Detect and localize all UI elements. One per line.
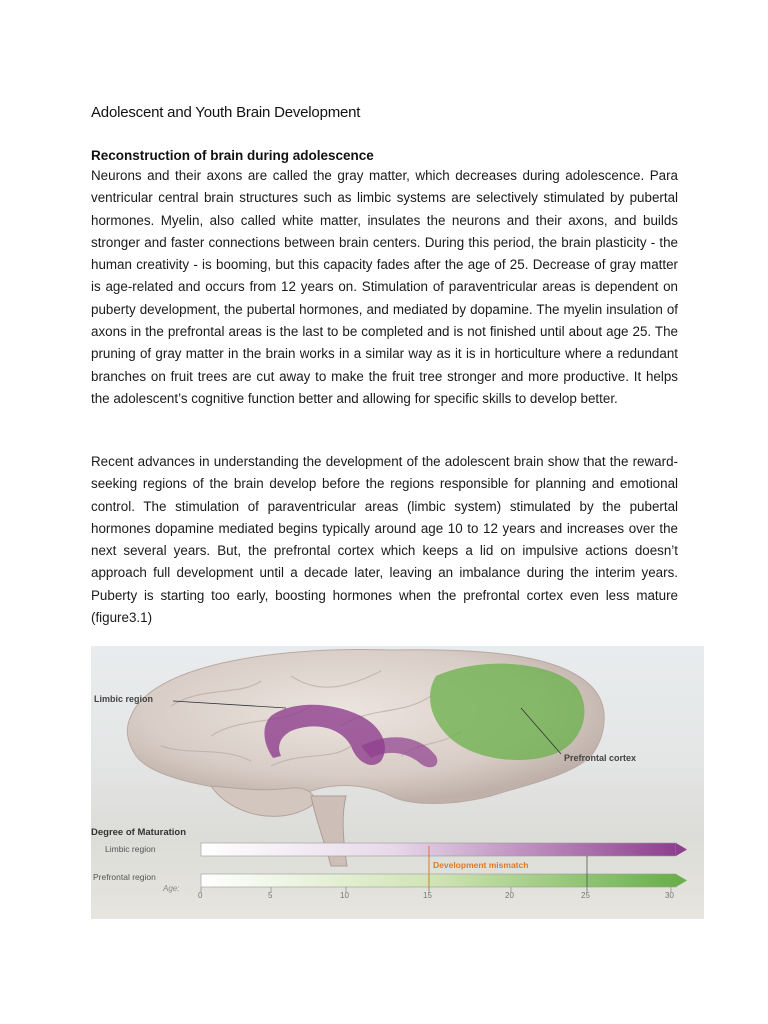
age-tick-label: 5 [268,891,273,900]
limbic-maturation-bar [201,843,676,856]
brain-illustration [91,646,704,919]
age-tick-label: 10 [340,891,349,900]
paragraph-1: Neurons and their axons are called the gray matter, which decreases during adolescence. Para ventricular central brain structures such as limbic systems are selectively stimulated by pubertal hormones. Myelin, also called white matter, insulates the neurons and their axons, and builds stronger and faster connections between brain centers. During this period, the brain plasticity - the human creativity - is booming, but this capacity fades after the age of 25. Decrease of gray matter is age-related and occurs from 12 years on. Stimulation of paraventricular areas is dependent on puberty development, the pubertal hormones, and mediated by dopamine. The myelin insulation of axons in the prefrontal areas is the last to be completed and is not finished until about age 25. The pruning of gray matter in the brain works in a similar way as it is in horticulture where a redundant branches on fruit trees are cut away to make the fruit tree stronger and more productive. It helps the adolescent’s cognitive function better and allowing for specific skills to develop better. [91,168,678,406]
development-mismatch-label: Development mismatch [433,860,529,870]
age-tick-label: 20 [505,891,514,900]
degree-of-maturation-heading: Degree of Maturation [91,827,187,838]
prefrontal-bar-label: Prefrontal region [93,872,156,882]
cerebellum-shape [211,786,314,816]
paragraph-2: Recent advances in understanding the development of the adolescent brain show that the reward-seeking regions of the brain develop before the regions responsible for planning and emotional control. The stimulation of paraventricular areas (limbic system) stimulated by the pubertal hormones dopamine mediated begins typically around age 10 to 12 years and increases over the next several years. But, the prefrontal cortex which keeps a lid on impulsive actions doesn’t approach full development until a decade later, leaving an imbalance during the interim years. Puberty is starting too early, boosting hormones when the prefrontal cortex even less mature (figure3.1) [91,454,678,626]
limbic-bar-label: Limbic region [105,844,156,854]
age-tick-label: 0 [198,891,203,900]
document-title: Adolescent and Youth Brain Development [91,104,361,121]
prefrontal-maturation-bar [201,874,676,887]
age-tick-label: 25 [581,891,590,900]
age-tick-label: 30 [665,891,674,900]
section-heading: Reconstruction of brain during adolescence [91,148,374,163]
age-tick-label: 15 [423,891,432,900]
prefrontal-cortex-label: Prefrontal cortex [564,753,637,763]
age-axis-label: Age: [163,884,180,893]
brain-maturation-figure [91,646,704,919]
limbic-region-label: Limbic region [94,694,154,704]
